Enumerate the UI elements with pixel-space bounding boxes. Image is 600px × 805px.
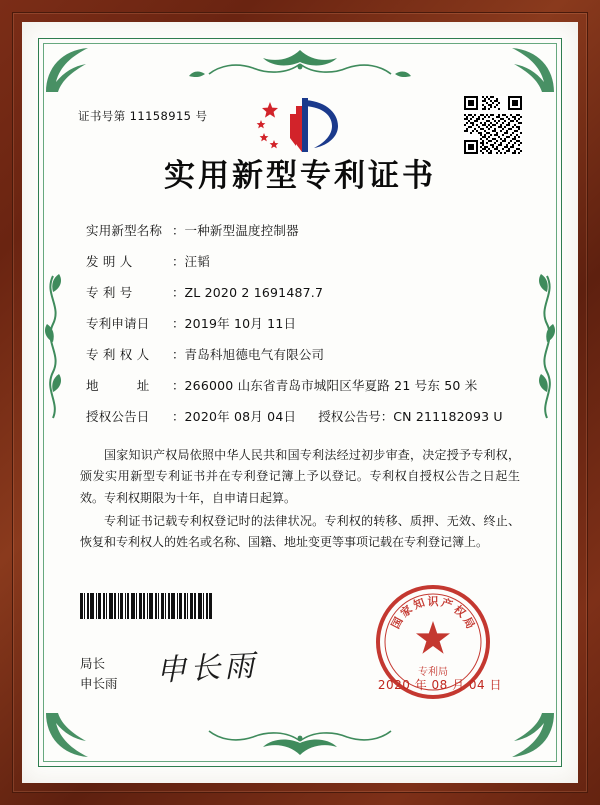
- field-colon: ：: [172, 347, 185, 362]
- field-colon: ：: [172, 285, 185, 300]
- field-row-patentee: [86, 345, 522, 363]
- legal-paragraph-1: 国家知识产权局依照中华人民共和国专利法经过初步审查，决定授予专利权，颁发实用新型专利证书并在专利登记簿上予以登记。专利权自授权公告之日起生效。专利权期限为十年，自申请日起算。: [80, 448, 520, 505]
- seal-date: 2020 年 08 月 04 日: [377, 678, 502, 692]
- field-label: 专 利 号: [86, 285, 133, 300]
- signature-title: 局长: [80, 656, 106, 672]
- corner-ornament-top-right-icon: [504, 42, 558, 96]
- field-value: 汪韬: [184, 254, 210, 269]
- field-value: 青岛科旭德电气有限公司: [184, 347, 325, 362]
- field-colon: ：: [172, 378, 185, 393]
- field-colon: ：: [172, 223, 185, 238]
- field-value: 一种新型温度控制器: [184, 223, 299, 238]
- field-sub-value: CN 211182093 U: [393, 409, 503, 424]
- handwritten-signature: 申长雨: [155, 648, 260, 689]
- svg-text:产: 产: [439, 595, 455, 612]
- field-row-application-date: [86, 314, 522, 332]
- svg-text:国: 国: [388, 615, 406, 631]
- field-colon: ：: [172, 409, 185, 424]
- field-label: 专 利 权 人: [86, 347, 150, 362]
- svg-text:家: 家: [398, 602, 415, 620]
- field-label: 专利申请日: [86, 316, 150, 331]
- legal-text: [78, 445, 522, 554]
- field-colon: ：: [172, 316, 185, 331]
- qr-code: [464, 96, 522, 154]
- corner-ornament-top-left-icon: [42, 42, 96, 96]
- svg-text:局: 局: [460, 615, 478, 631]
- svg-text:知: 知: [411, 595, 427, 612]
- svg-text:专利局: 专利局: [418, 667, 448, 678]
- certificate-number: 证书号第 11158915 号: [78, 109, 208, 123]
- field-label: 实用新型名称: [86, 223, 163, 238]
- field-value: 2020年 08月 04日: [184, 409, 297, 424]
- legal-paragraph-2: 专利证书记载专利权登记时的法律状况。专利权的转移、质押、无效、终止、恢复和专利权人的姓名或名称、国籍、地址变更等事项记载在专利登记簿上。: [80, 514, 520, 550]
- field-row-address: [86, 376, 522, 394]
- side-ornament-right-icon: [534, 272, 560, 422]
- field-value: 266000 山东省青岛市城阳区华夏路 21 号东 50 米: [184, 378, 478, 393]
- page-title: 实用新型专利证书: [164, 158, 436, 194]
- field-value: ZL 2020 2 1691487.7: [184, 285, 324, 300]
- cnipa-logo: [252, 92, 348, 158]
- certificate-paper: [22, 22, 578, 783]
- svg-text:识: 识: [427, 595, 439, 608]
- side-ornament-left-icon: [40, 272, 66, 422]
- field-sub-colon: ：: [380, 409, 394, 424]
- field-row-patent-number: [86, 283, 522, 301]
- field-row-inventor: [86, 252, 522, 270]
- top-ornament-icon: [175, 44, 425, 78]
- field-value: 2019年 10月 11日: [184, 316, 297, 331]
- certificate-content: [78, 96, 522, 723]
- field-row-invention-name: [86, 221, 522, 239]
- field-colon: ：: [172, 254, 185, 269]
- field-label: 地 址: [86, 378, 150, 393]
- field-label: 发 明 人: [86, 254, 133, 269]
- bottom-ornament-icon: [175, 727, 425, 761]
- field-label: 授权公告日: [86, 409, 150, 424]
- field-row-grant-announcement: [86, 407, 522, 425]
- signature-block: [80, 654, 118, 693]
- field-list: [78, 221, 522, 425]
- barcode: [80, 593, 230, 619]
- signature-name: 申长雨: [80, 675, 118, 691]
- svg-text:权: 权: [451, 602, 468, 620]
- field-sub-label: 授权公告号: [318, 409, 381, 424]
